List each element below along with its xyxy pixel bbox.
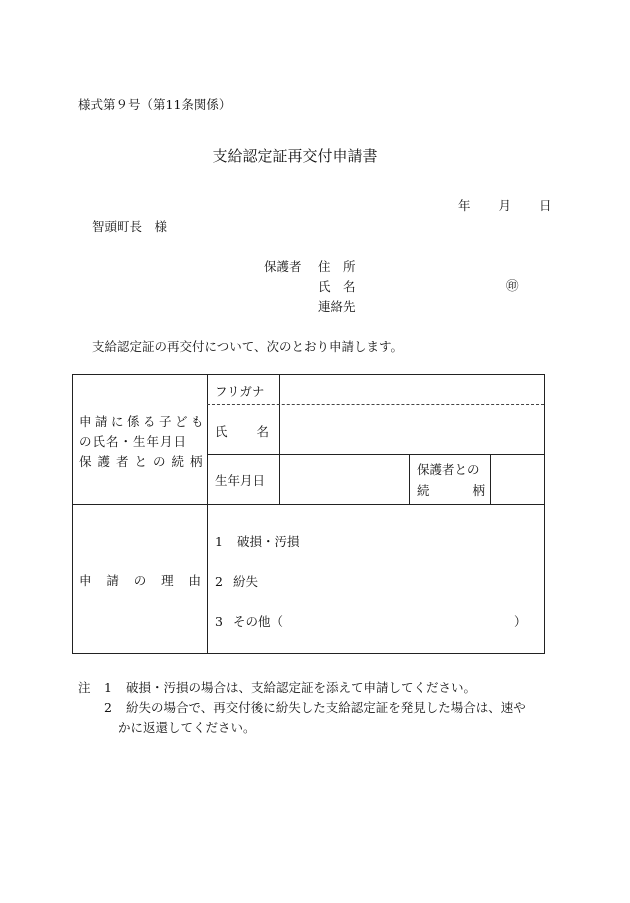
table-divider xyxy=(73,504,544,505)
birthdate-label: 生年月日 xyxy=(215,473,266,488)
reason-text: 紛失 xyxy=(232,574,258,589)
reason-other-input[interactable] xyxy=(291,608,513,630)
reason-number: 1 xyxy=(215,534,223,549)
note-text-cont: かに返還してください。 xyxy=(118,720,256,735)
address-label: 住 所 xyxy=(318,259,356,274)
reason-header-char: 理 xyxy=(161,573,174,588)
birthdate-input[interactable] xyxy=(281,456,408,503)
furigana-input[interactable] xyxy=(281,376,543,403)
note-item-2 xyxy=(78,698,526,718)
reason-other-close: ） xyxy=(514,614,527,629)
note-number: 2 xyxy=(104,700,112,715)
reason-number: 2 xyxy=(215,574,223,589)
page-title: 支給認定証再交付申請書 xyxy=(212,147,378,165)
reason-text: その他（ xyxy=(232,614,283,629)
reason-option-1[interactable] xyxy=(215,532,299,550)
addressee: 智頭町長 様 xyxy=(92,219,168,234)
child-name-label-1: 氏 xyxy=(215,424,228,439)
child-header-line xyxy=(79,412,208,432)
intro-text: 支給認定証の再交付について、次のとおり申請します。 xyxy=(92,339,404,354)
reason-text: 破損・汚損 xyxy=(236,534,300,549)
reason-header-char: 請 xyxy=(106,573,119,588)
date-day-label: 日 xyxy=(539,198,552,213)
date-line xyxy=(458,196,552,214)
child-header-line-2: の氏名・生年月日 xyxy=(79,434,188,449)
applicant-name-label: 氏 名 xyxy=(318,279,356,294)
furigana-label: フリガナ xyxy=(215,384,265,399)
reason-section-header xyxy=(79,571,201,589)
relation-label-3: 柄 xyxy=(472,483,485,498)
note-text: 破損・汚損の場合は、支給認定証を添えて申請してください。 xyxy=(126,680,477,695)
seal-mark: ㊞ xyxy=(506,278,519,293)
table-divider xyxy=(207,454,544,455)
child-header-line xyxy=(79,452,209,472)
reason-option-3[interactable] xyxy=(215,612,283,630)
relation-label-2: 続 xyxy=(417,483,430,498)
child-header-line-3: 保護者との続柄 xyxy=(79,454,209,469)
date-year-label: 年 xyxy=(458,198,471,213)
table-divider xyxy=(207,404,544,405)
child-header-line-1: 申請に係る子ども xyxy=(79,414,208,429)
date-month-label: 月 xyxy=(498,198,512,213)
note-number: 1 xyxy=(104,680,112,695)
reason-header-char: 由 xyxy=(188,573,201,588)
child-section-header xyxy=(79,412,209,472)
child-name-label xyxy=(215,422,269,440)
application-table xyxy=(72,374,545,654)
table-divider xyxy=(279,375,280,504)
relation-label xyxy=(417,459,485,501)
reason-header-char: の xyxy=(133,573,147,588)
child-name-input[interactable] xyxy=(281,406,543,453)
child-header-line xyxy=(79,432,201,452)
child-name-label-2: 名 xyxy=(256,424,269,439)
note-item-2-cont xyxy=(78,718,526,738)
table-divider xyxy=(207,375,208,653)
contact-label: 連絡先 xyxy=(318,299,356,314)
reason-option-2[interactable] xyxy=(215,572,258,590)
relation-label-line-1: 保護者との xyxy=(417,462,480,477)
note-item-1 xyxy=(78,678,526,698)
reason-header-char: 申 xyxy=(79,573,92,588)
table-divider xyxy=(490,454,491,504)
form-number-label: 様式第９号（第11条関係） xyxy=(78,97,232,112)
reason-number: 3 xyxy=(215,614,223,629)
notes xyxy=(78,678,526,738)
notes-prefix: 注 xyxy=(78,680,91,695)
table-divider xyxy=(409,454,410,504)
note-text: 紛失の場合で、再交付後に紛失した支給認定証を発見した場合は、速や xyxy=(126,700,526,715)
relation-input[interactable] xyxy=(492,456,543,503)
guardian-label: 保護者 xyxy=(264,259,302,274)
